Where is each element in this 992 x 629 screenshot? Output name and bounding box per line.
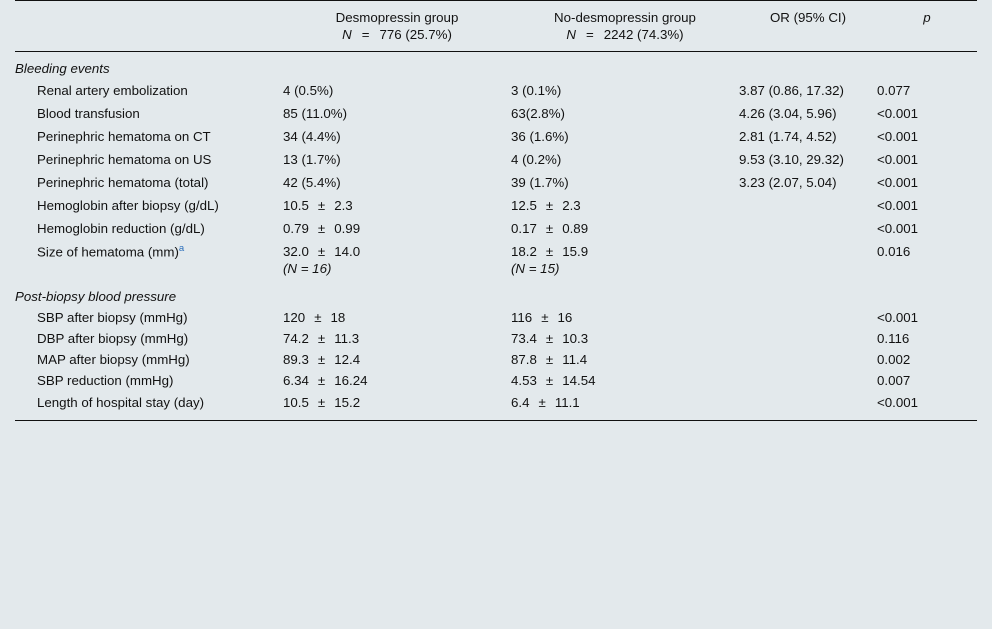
row-desmopressin-value: 34 (4.4%) xyxy=(283,129,341,145)
row-no-desmopressin-value xyxy=(511,391,739,414)
table-row xyxy=(15,217,977,240)
row-label xyxy=(15,148,283,171)
table-row xyxy=(15,148,977,171)
sd-value: 11.3 xyxy=(334,331,360,347)
header-no-desmopressin: No-desmopressin group xyxy=(554,10,696,25)
row-no-desmopressin-value xyxy=(511,194,739,217)
row-p-value: <0.001 xyxy=(877,221,919,237)
header-row-n xyxy=(15,27,977,52)
row-label-text: Perinephric hematoma on US xyxy=(37,152,212,168)
plus-minus-symbol: ± xyxy=(545,244,554,260)
row-p-value: 0.116 xyxy=(877,331,910,347)
sd-value: 11.1 xyxy=(554,395,580,411)
row-p-value: 0.007 xyxy=(877,373,911,389)
mean-value: 74.2 xyxy=(283,331,309,347)
table-row xyxy=(15,240,977,280)
mean-value: 10.5 xyxy=(283,198,309,214)
table-body xyxy=(15,52,977,421)
mean-value: 10.5 xyxy=(283,395,309,411)
mean-value: 12.5 xyxy=(511,198,537,214)
n-value-no-desmopressin: 2242 (74.3%) xyxy=(603,27,684,42)
mean-value: 87.8 xyxy=(511,352,537,368)
sd-value: 14.54 xyxy=(562,373,596,389)
row-or-ci xyxy=(739,349,877,370)
row-label xyxy=(15,240,283,280)
plus-minus-symbol: ± xyxy=(317,395,326,411)
row-no-desmopressin-value: 39 (1.7%) xyxy=(511,175,569,191)
subgroup-n-text: (N = 16) xyxy=(283,261,332,277)
plus-minus-symbol: ± xyxy=(545,221,554,237)
mean-value: 116 xyxy=(511,310,533,326)
row-p-value: <0.001 xyxy=(877,152,919,168)
row-desmopressin-value xyxy=(283,349,511,370)
row-or-ci: 2.81 (1.74, 4.52) xyxy=(739,129,837,145)
table-row xyxy=(15,194,977,217)
sd-value: 14.0 xyxy=(334,244,361,260)
mean-value: 32.0 xyxy=(283,244,309,260)
row-p-value: 0.077 xyxy=(877,83,911,99)
row-or-ci xyxy=(739,194,877,217)
row-desmopressin-value: 85 (11.0%) xyxy=(283,106,348,122)
table-header xyxy=(15,1,977,52)
table-row xyxy=(15,328,977,349)
row-label-text: Hemoglobin after biopsy (g/dL) xyxy=(37,198,219,214)
row-p-value: 0.016 xyxy=(877,244,911,260)
row-label: SBP reduction (mmHg) xyxy=(37,373,174,389)
row-label xyxy=(15,125,283,148)
section-header-row xyxy=(15,52,977,80)
plus-minus-symbol: ± xyxy=(541,310,549,326)
row-p-value: <0.001 xyxy=(877,129,919,145)
mean-value: 0.17 xyxy=(511,221,537,237)
n-symbol-no-desmopressin: N xyxy=(566,27,576,42)
mean-value: 18.2 xyxy=(511,244,537,260)
mean-value: 120 xyxy=(283,310,306,326)
n-symbol-desmopressin: N xyxy=(342,27,352,42)
subgroup-n-no-desmopressin xyxy=(511,260,735,277)
row-label xyxy=(15,194,283,217)
row-desmopressin-value: 42 (5.4%) xyxy=(283,175,341,191)
row-label: Renal artery embolization xyxy=(37,83,188,99)
sd-value: 2.3 xyxy=(334,198,353,214)
sd-value: 16 xyxy=(557,310,573,326)
row-no-desmopressin-value xyxy=(511,328,739,349)
plus-minus-symbol: ± xyxy=(545,352,554,368)
row-or-ci: 3.87 (0.86, 17.32) xyxy=(739,83,844,99)
row-p-value: <0.001 xyxy=(877,106,919,122)
sd-value: 15.9 xyxy=(562,244,589,260)
row-desmopressin-value xyxy=(283,217,511,240)
plus-minus-symbol: ± xyxy=(317,352,326,368)
sd-value: 11.4 xyxy=(562,352,588,368)
header-row-labels xyxy=(15,1,977,28)
bottom-rule xyxy=(15,414,977,421)
row-label-text: Perinephric hematoma (total) xyxy=(37,175,209,191)
mean-value: 73.4 xyxy=(511,331,537,347)
table-row xyxy=(15,102,977,125)
subgroup-n-text: (N = 15) xyxy=(511,261,560,277)
mean-value: 89.3 xyxy=(283,352,309,368)
row-label-text: Hemoglobin reduction (g/dL) xyxy=(37,221,205,237)
results-table xyxy=(15,0,977,421)
mean-value: 6.34 xyxy=(283,373,309,389)
row-p-value: <0.001 xyxy=(877,310,919,326)
n-value-desmopressin: 776 (25.7%) xyxy=(379,27,452,42)
row-label: Blood transfusion xyxy=(37,106,140,122)
header-n-blank xyxy=(15,27,283,52)
section-header-row xyxy=(15,280,977,307)
header-or-blank xyxy=(739,27,877,52)
row-p-value: <0.001 xyxy=(877,175,919,191)
mean-value: 6.4 xyxy=(511,395,530,411)
row-or-ci xyxy=(739,391,877,414)
row-p-value: <0.001 xyxy=(877,198,919,214)
row-no-desmopressin-value xyxy=(511,370,739,391)
plus-minus-symbol: ± xyxy=(317,373,326,389)
section-title-bleeding-events: Bleeding events xyxy=(15,61,110,76)
header-or-ci: OR (95% CI) xyxy=(769,10,847,25)
row-desmopressin-value xyxy=(283,194,511,217)
header-desmopressin: Desmopressin group xyxy=(335,10,459,25)
mean-value: 0.79 xyxy=(283,221,309,237)
header-p-blank xyxy=(877,27,977,52)
plus-minus-symbol: ± xyxy=(545,198,554,214)
row-label-text: Length of hospital stay (day) xyxy=(37,395,205,411)
plus-minus-symbol: ± xyxy=(314,310,322,326)
row-desmopressin-value xyxy=(283,240,511,280)
plus-minus-symbol: ± xyxy=(317,331,326,347)
row-or-ci xyxy=(739,307,877,328)
row-no-desmopressin-value xyxy=(511,240,739,280)
sd-value: 15.2 xyxy=(334,395,361,411)
sd-value: 10.3 xyxy=(562,331,589,347)
row-no-desmopressin-value: 36 (1.6%) xyxy=(511,129,569,145)
footnote-marker-a[interactable]: a xyxy=(178,243,185,255)
row-p-value: 0.002 xyxy=(877,352,911,368)
row-label-text: Perinephric hematoma on CT xyxy=(37,129,211,145)
table-bottom-rule-row xyxy=(15,414,977,421)
sd-value: 16.24 xyxy=(334,373,368,389)
row-desmopressin-value: 13 (1.7%) xyxy=(283,152,341,168)
row-no-desmopressin-value xyxy=(511,349,739,370)
plus-minus-symbol: ± xyxy=(545,373,554,389)
row-label-text: Size of hematoma (mm) xyxy=(37,244,179,260)
header-p-value: p xyxy=(923,10,931,25)
header-desmopressin-n xyxy=(283,27,511,52)
row-desmopressin-value xyxy=(283,391,511,414)
mean-value: 4.53 xyxy=(511,373,537,389)
row-no-desmopressin-value xyxy=(511,217,739,240)
row-or-ci xyxy=(739,328,877,349)
section-title-post-biopsy-bp: Post-biopsy blood pressure xyxy=(15,289,177,305)
equals-desmopressin: = xyxy=(361,27,370,42)
row-or-ci xyxy=(739,240,877,280)
plus-minus-symbol: ± xyxy=(317,221,326,237)
equals-no-desmopressin: = xyxy=(586,27,594,42)
row-desmopressin-value xyxy=(283,328,511,349)
header-no-desmopressin-n xyxy=(511,27,739,52)
row-label: DBP after biopsy (mmHg) xyxy=(37,331,189,347)
row-label: SBP after biopsy (mmHg) xyxy=(37,310,188,326)
row-label xyxy=(15,171,283,194)
header-blank xyxy=(15,1,283,28)
row-desmopressin-value: 4 (0.5%) xyxy=(283,83,334,99)
row-or-ci: 3.23 (2.07, 5.04) xyxy=(739,175,837,191)
table-row xyxy=(15,391,977,414)
row-desmopressin-value xyxy=(283,307,511,328)
table-row xyxy=(15,125,977,148)
table-row xyxy=(15,370,977,391)
row-no-desmopressin-value: 3 (0.1%) xyxy=(511,83,562,99)
sd-value: 0.89 xyxy=(562,221,589,237)
sd-value: 12.4 xyxy=(334,352,361,368)
row-no-desmopressin-value xyxy=(511,307,739,328)
table-row xyxy=(15,307,977,328)
row-desmopressin-value xyxy=(283,370,511,391)
sd-value: 18 xyxy=(330,310,346,326)
plus-minus-symbol: ± xyxy=(538,395,546,411)
row-label: MAP after biopsy (mmHg) xyxy=(37,352,190,368)
table-row xyxy=(15,171,977,194)
row-label xyxy=(15,217,283,240)
row-or-ci xyxy=(739,370,877,391)
subgroup-n-desmopressin xyxy=(283,260,507,277)
row-no-desmopressin-value: 4 (0.2%) xyxy=(511,152,562,168)
row-or-ci: 9.53 (3.10, 29.32) xyxy=(739,152,844,168)
plus-minus-symbol: ± xyxy=(545,331,554,347)
row-no-desmopressin-value: 63(2.8%) xyxy=(511,106,565,122)
table-row xyxy=(15,349,977,370)
sd-value: 0.99 xyxy=(334,221,361,237)
row-label xyxy=(15,391,283,414)
table-row xyxy=(15,79,977,102)
plus-minus-symbol: ± xyxy=(317,244,326,260)
row-p-value: <0.001 xyxy=(877,395,919,411)
row-or-ci xyxy=(739,217,877,240)
row-or-ci: 4.26 (3.04, 5.96) xyxy=(739,106,837,122)
sd-value: 2.3 xyxy=(562,198,581,214)
plus-minus-symbol: ± xyxy=(317,198,326,214)
